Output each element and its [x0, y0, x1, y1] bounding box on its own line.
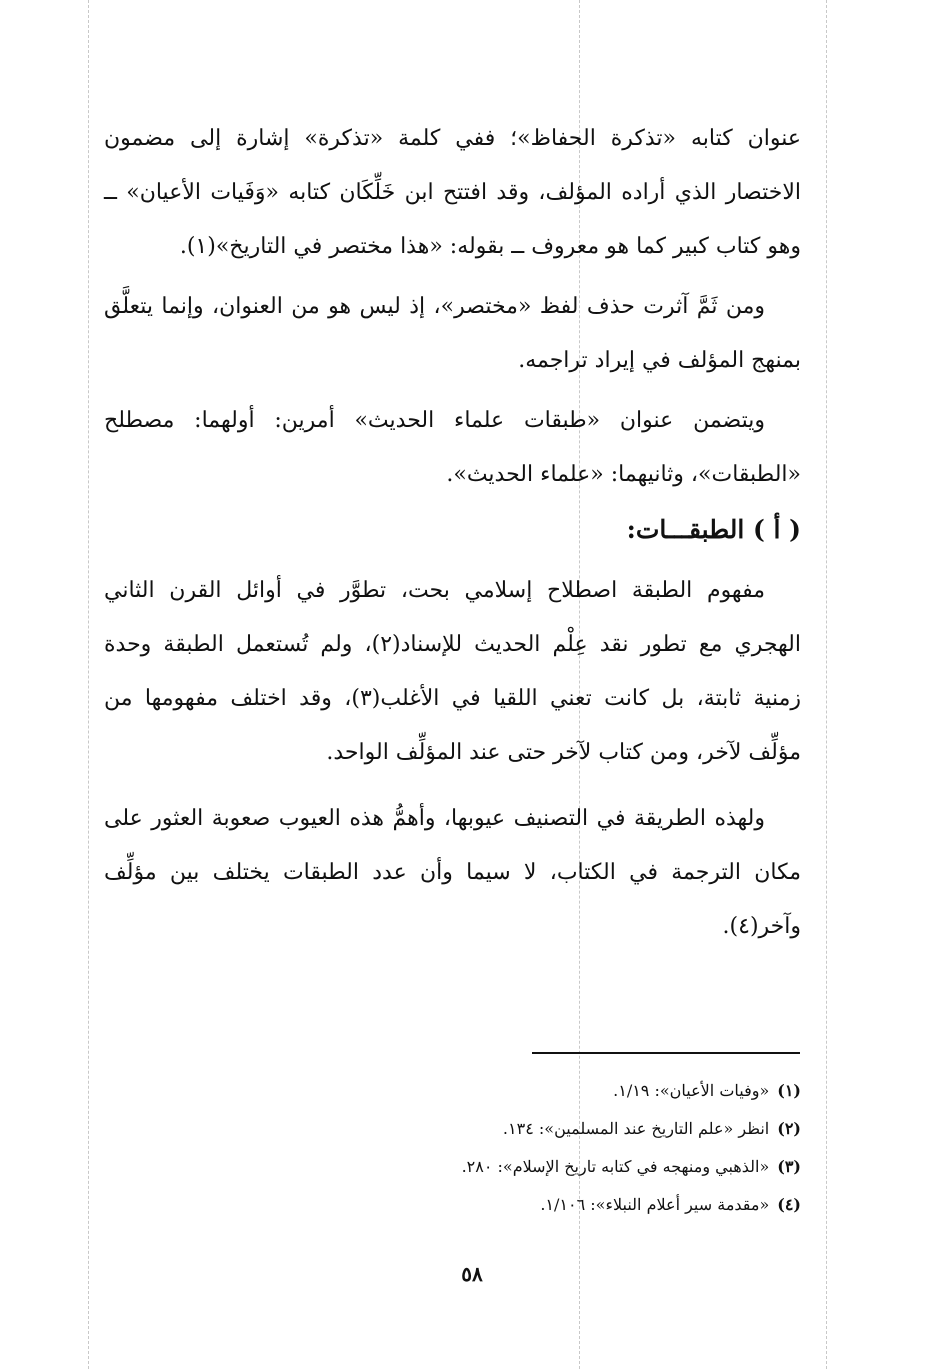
footnote-number: (٣) [777, 1157, 801, 1176]
footnote-1 [104, 1072, 801, 1110]
section-heading-tabaqat: ( أ ) الطبقـــات: [626, 515, 801, 544]
footnote-number: (٤) [777, 1195, 801, 1214]
footnote-2 [104, 1110, 801, 1148]
footnote-number: (١) [777, 1081, 801, 1100]
paragraph-title-discussion: عنوان كتابه «تذكرة الحفاظ»؛ ففي كلمة «تذكرة» إشارة إلى مضمون الاختصار الذي أراده المؤلف، وقد افتتح ابن خَلِّكَان كتابه «وَفَيات الأعيان» ــ وهو كتاب كبير كما هو معروف ــ بقوله: «هذا مختصر في التاريخ»(١). [104, 126, 801, 259]
footnotes [104, 1072, 801, 1224]
footnote-3 [104, 1148, 801, 1186]
scan-line-right [826, 0, 827, 1369]
footnote-text: انظر «علم التاريخ عند المسلمين»: ١٣٤. [502, 1119, 770, 1138]
paragraph-method-drawbacks: ولهذه الطريقة في التصنيف عيوبها، وأهمُّ هذه العيوب صعوبة العثور على مكان الترجمة في الكتاب، لا سيما وأن عدد الطبقات يختلف بين مؤلِّف وآخر(٤). [104, 806, 801, 939]
page-number: ٥٨ [461, 1262, 483, 1286]
footnote-text: «الذهبي ومنهجه في كتابه تاريخ الإسلام»: ٢٨٠. [461, 1157, 770, 1176]
page-body [104, 112, 801, 954]
scan-line-left [88, 0, 89, 1369]
paragraph-tabaqa-concept: مفهوم الطبقة اصطلاح إسلامي بحت، تطوَّر في أوائل القرن الثاني الهجري مع تطور نقد عِلْم الحديث للإسناد(٢)، ولم تُستعمل الطبقة وحدة زمنية ثابتة، بل كانت تعني اللقيا في الأغلب(٣)، وقد اختلف مفهومها من مؤلِّف لآخر، ومن كتاب لآخر حتى عند المؤلِّف الواحد. [104, 578, 801, 765]
footnote-text: «مقدمة سير أعلام النبلاء»: ١/١٠٦. [540, 1195, 770, 1214]
footnote-number: (٢) [777, 1119, 801, 1138]
footnote-separator [532, 1052, 800, 1054]
paragraph-title-components: ويتضمن عنوان «طبقات علماء الحديث» أمرين: أولهما: مصطلح «الطبقات»، وثانيهما: «علماء الحديث». [104, 408, 801, 487]
paragraph-mukhtasar: ومن ثَمَّ آثرت حذف لفظ «مختصر»، إذ ليس هو من العنوان، وإنما يتعلَّق بمنهج المؤلف في إيراد تراجمه. [104, 294, 801, 373]
footnote-4 [104, 1186, 801, 1224]
footnote-text: «وفيات الأعيان»: ١/١٩. [613, 1081, 770, 1100]
